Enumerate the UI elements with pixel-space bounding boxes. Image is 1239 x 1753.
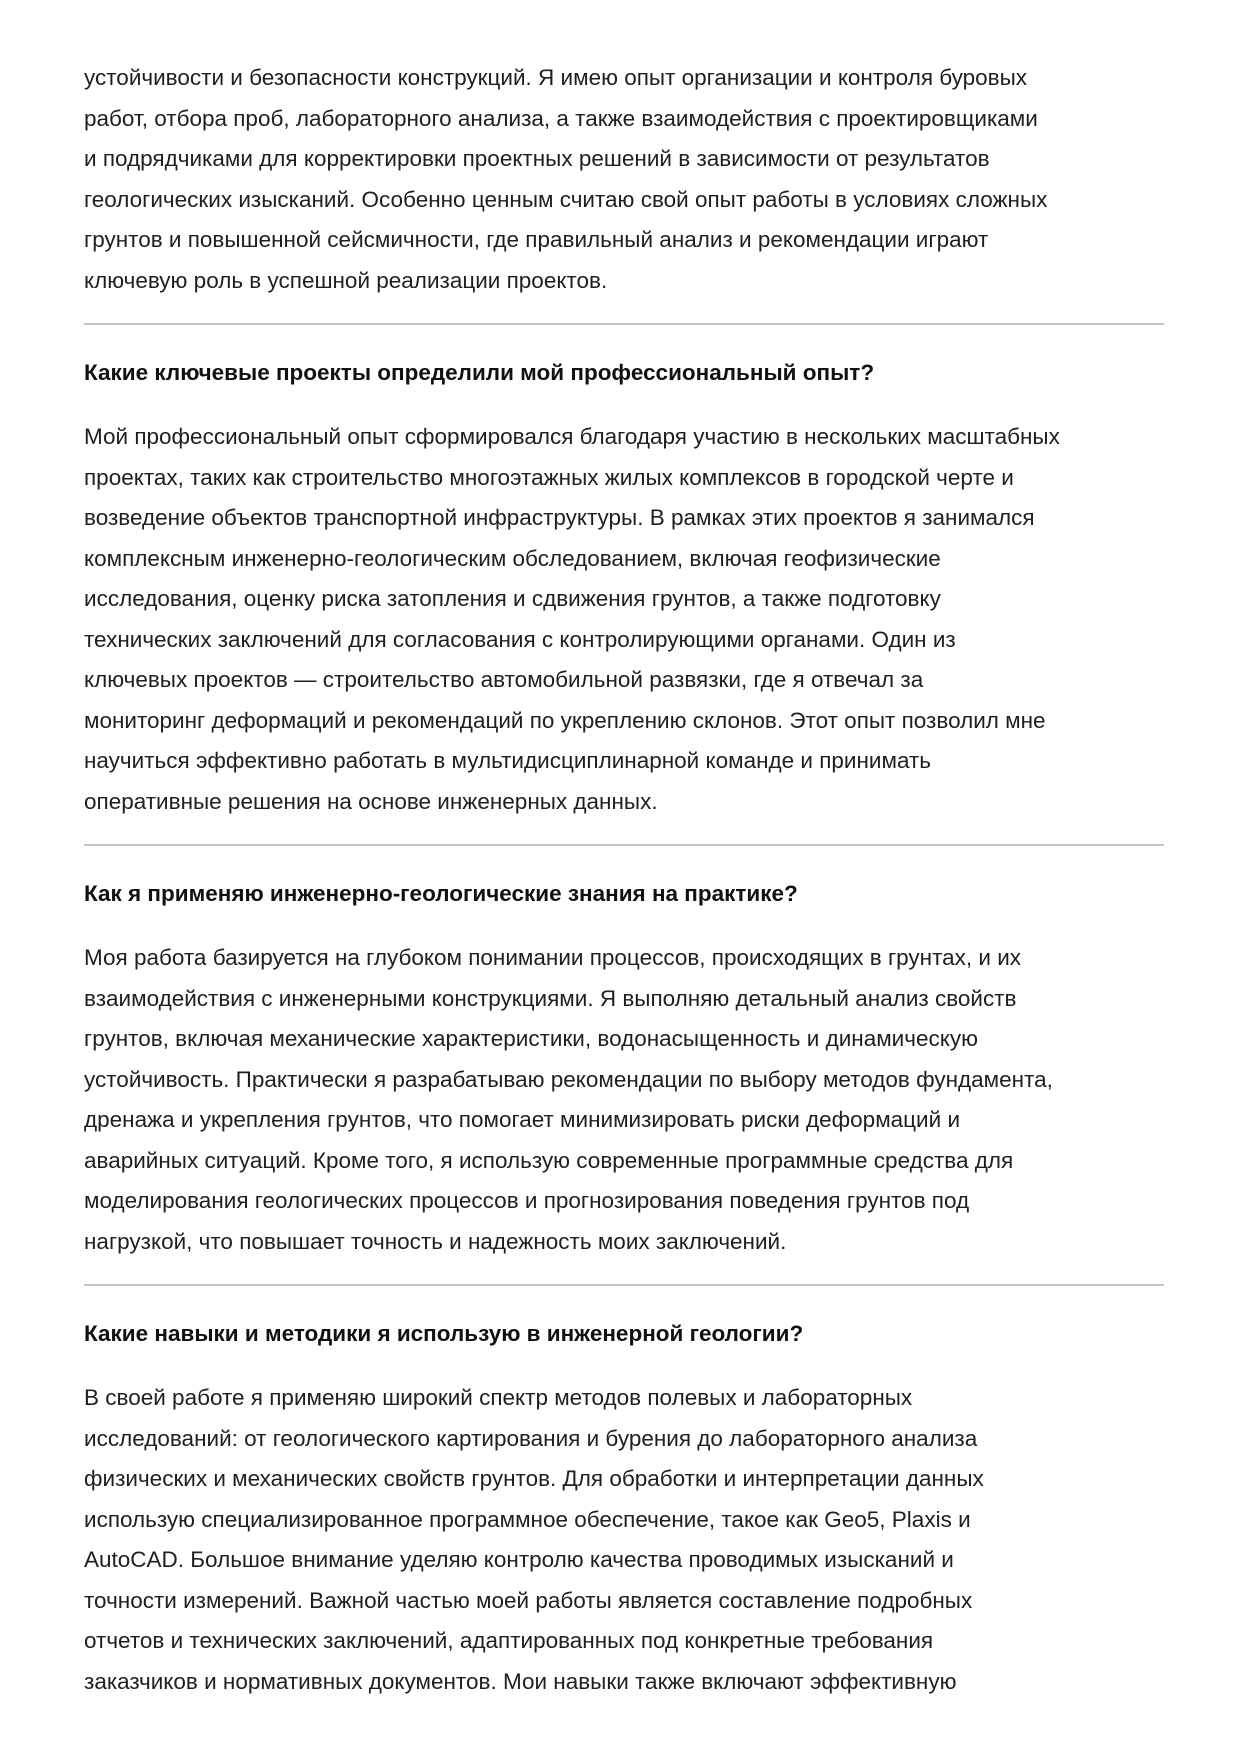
paragraph-line: проектах, таких как строительство многоэтажных жилых комплексов в городской черте и [84, 464, 1014, 490]
paragraph-line: грунтов и повышенной сейсмичности, где правильный анализ и рекомендации играют [84, 227, 989, 252]
paragraph-line: взаимодействия с инженерными конструкциями. Я выполняю детальный анализ свойств [84, 985, 1017, 1011]
paragraph-line: Моя работа базируется на глубоком понимании процессов, происходящих в грунтах, и их [84, 945, 1022, 970]
paragraph-line: комплексным инженерно-геологическим обследованием, включая геофизические [84, 545, 941, 571]
paragraph-line: заказчиков и нормативных документов. Мои навыки также включают эффективную [84, 1668, 957, 1694]
paragraph-line: В своей работе я применяю широкий спектр методов полевых и лабораторных [84, 1385, 913, 1410]
paragraph-line: и подрядчиками для корректировки проектных решений в зависимости от результатов [84, 146, 990, 171]
paragraph-line: AutoCAD. Большое внимание уделяю контролю качества проводимых изысканий и [84, 1547, 954, 1572]
paragraph-line: технических заключений для согласования с контролирующими органами. Один из [84, 626, 956, 652]
paragraph-line: отчетов и технических заключений, адаптированных под конкретные требования [84, 1628, 934, 1653]
section-paragraph-key-projects [84, 417, 1164, 822]
paragraph-line: оперативные решения на основе инженерных данных. [84, 788, 658, 814]
section-paragraph-skills [84, 1378, 1164, 1702]
paragraph-line: моделирования геологических процессов и прогнозирования поведения грунтов под [84, 1188, 970, 1213]
paragraph-line: грунтов, включая механические характеристики, водонасыщенность и динамическую [84, 1026, 978, 1051]
section-divider [84, 1284, 1164, 1286]
section-heading-practice: Как я применяю инженерно-геологические знания на практике? [84, 881, 798, 906]
paragraph-line: исследований: от геологического картирования и бурения до лабораторного анализа [84, 1425, 978, 1451]
paragraph-line: исследования, оценку риска затопления и сдвижения грунтов, а также подготовку [84, 586, 941, 611]
paragraph-line: физических и механических свойств грунтов. Для обработки и интерпретации данных [84, 1466, 984, 1491]
paragraph-line: устойчивость. Практически я разрабатываю рекомендации по выбору методов фундамента, [84, 1066, 1053, 1092]
paragraph-line: ключевую роль в успешной реализации проектов. [84, 267, 608, 293]
paragraph-line: научиться эффективно работать в мультидисциплинарной команде и принимать [84, 748, 932, 773]
paragraph-line: точности измерений. Важной частью моей работы является составление подробных [84, 1587, 973, 1613]
paragraph-line: возведение объектов транспортной инфраструктуры. В рамках этих проектов я занимался [84, 505, 1035, 530]
section-heading-key-projects: Какие ключевые проекты определили мой профессиональный опыт? [84, 360, 875, 385]
section-paragraph-practice [84, 938, 1164, 1262]
section-divider [84, 844, 1164, 846]
section-heading-skills: Какие навыки и методики я использую в инженерной геологии? [84, 1321, 804, 1346]
paragraph-line: использую специализированное программное обеспечение, такое как Geo5, Plaxis и [84, 1506, 971, 1532]
paragraph-line: Мой профессиональный опыт сформировался благодаря участию в нескольких масштабных [84, 424, 1060, 449]
document-page [84, 58, 1164, 1702]
paragraph-line: мониторинг деформаций и рекомендаций по укреплению склонов. Этот опыт позволил мне [84, 707, 1046, 733]
paragraph-line: дренажа и укрепления грунтов, что помогает минимизировать риски деформаций и [84, 1107, 961, 1132]
paragraph-line: геологических изысканий. Особенно ценным считаю свой опыт работы в условиях сложных [84, 186, 1048, 212]
intro-paragraph [84, 58, 1164, 301]
paragraph-line: ключевых проектов — строительство автомобильной развязки, где я отвечал за [84, 667, 924, 692]
paragraph-line: работ, отбора проб, лабораторного анализа, а также взаимодействия с проектировщиками [84, 105, 1038, 131]
paragraph-line: устойчивости и безопасности конструкций. Я имею опыт организации и контроля буровых [84, 65, 1028, 90]
paragraph-line: аварийных ситуаций. Кроме того, я использую современные программные средства для [84, 1147, 1014, 1173]
paragraph-line: нагрузкой, что повышает точность и надежность моих заключений. [84, 1228, 787, 1254]
section-divider [84, 323, 1164, 325]
